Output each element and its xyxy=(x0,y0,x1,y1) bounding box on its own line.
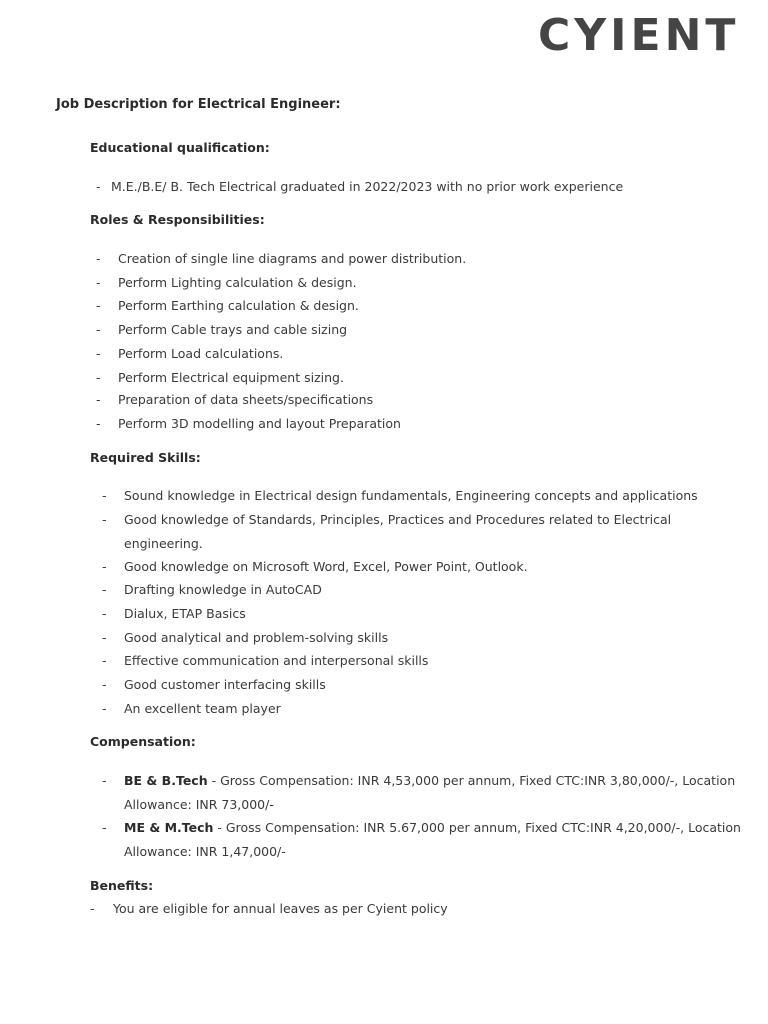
bullet-dash: - xyxy=(96,179,101,194)
benefits-item: You are eligible for annual leaves as per Cyient policy xyxy=(113,901,448,916)
education-item: M.E./B.E/ B. Tech Electrical graduated in 2022/2023 with no prior work experience xyxy=(111,179,624,194)
bullet-dash: - xyxy=(96,251,101,266)
page-title: Job Description for Electrical Engineer: xyxy=(56,97,341,112)
skills-item: An excellent team player xyxy=(124,701,281,716)
bullet-dash: - xyxy=(96,275,101,290)
skills-item: Good analytical and problem-solving skills xyxy=(124,630,389,645)
roles-item: Perform Cable trays and cable sizing xyxy=(118,322,348,337)
skills-item: Sound knowledge in Electrical design fundamentals, Engineering concepts and applications xyxy=(124,488,698,503)
bullet-dash: - xyxy=(102,630,107,645)
roles-item: Perform Electrical equipment sizing. xyxy=(118,370,344,385)
bullet-dash: - xyxy=(102,488,107,503)
skills-item: Dialux, ETAP Basics xyxy=(124,606,246,621)
skills-item: Drafting knowledge in AutoCAD xyxy=(124,582,322,597)
roles-item: Perform Lighting calculation & design. xyxy=(118,275,357,290)
compensation-be-allowance: Allowance: INR 73,000/- xyxy=(124,797,274,812)
compensation-be xyxy=(124,773,735,788)
skills-item: Good knowledge on Microsoft Word, Excel, Power Point, Outlook. xyxy=(124,559,528,574)
bullet-dash: - xyxy=(96,370,101,385)
bullet-dash: - xyxy=(102,701,107,716)
compensation-heading: Compensation: xyxy=(90,734,196,749)
compensation-me xyxy=(124,820,741,835)
me-details: - Gross Compensation: INR 5.67,000 per annum, Fixed CTC:INR 4,20,000/-, Location xyxy=(213,820,741,835)
roles-item: Creation of single line diagrams and power distribution. xyxy=(118,251,467,266)
bullet-dash: - xyxy=(102,512,107,527)
bullet-dash: - xyxy=(102,559,107,574)
bullet-dash: - xyxy=(90,901,95,916)
bullet-dash: - xyxy=(102,653,107,668)
bullet-dash: - xyxy=(102,677,107,692)
skills-item-continued: engineering. xyxy=(124,536,203,551)
roles-heading: Roles & Responsibilities: xyxy=(90,212,265,227)
skills-item: Good knowledge of Standards, Principles, Practices and Procedures related to Electrical xyxy=(124,512,672,527)
bullet-dash: - xyxy=(102,582,107,597)
compensation-me-allowance: Allowance: INR 1,47,000/- xyxy=(124,844,286,859)
cyient-logo: CYIENT xyxy=(538,10,740,61)
skills-heading: Required Skills: xyxy=(90,450,201,465)
bullet-dash: - xyxy=(96,392,101,407)
bullet-dash: - xyxy=(96,416,101,431)
bullet-dash: - xyxy=(96,298,101,313)
roles-item: Perform Earthing calculation & design. xyxy=(118,298,359,313)
me-term: ME & M.Tech xyxy=(124,820,214,835)
education-heading: Educational qualification: xyxy=(90,140,270,155)
skills-item: Good customer interfacing skills xyxy=(124,677,326,692)
roles-item: Perform Load calculations. xyxy=(118,346,284,361)
roles-item: Preparation of data sheets/specifications xyxy=(118,392,374,407)
be-term: BE & B.Tech xyxy=(124,773,208,788)
bullet-dash: - xyxy=(102,606,107,621)
bullet-dash: - xyxy=(102,773,107,788)
bullet-dash: - xyxy=(102,820,107,835)
skills-item: Effective communication and interpersonal skills xyxy=(124,653,429,668)
bullet-dash: - xyxy=(96,346,101,361)
be-details: - Gross Compensation: INR 4,53,000 per annum, Fixed CTC:INR 3,80,000/-, Location xyxy=(207,773,736,788)
bullet-dash: - xyxy=(96,322,101,337)
benefits-heading: Benefits: xyxy=(90,878,154,893)
roles-item: Perform 3D modelling and layout Preparation xyxy=(118,416,401,431)
